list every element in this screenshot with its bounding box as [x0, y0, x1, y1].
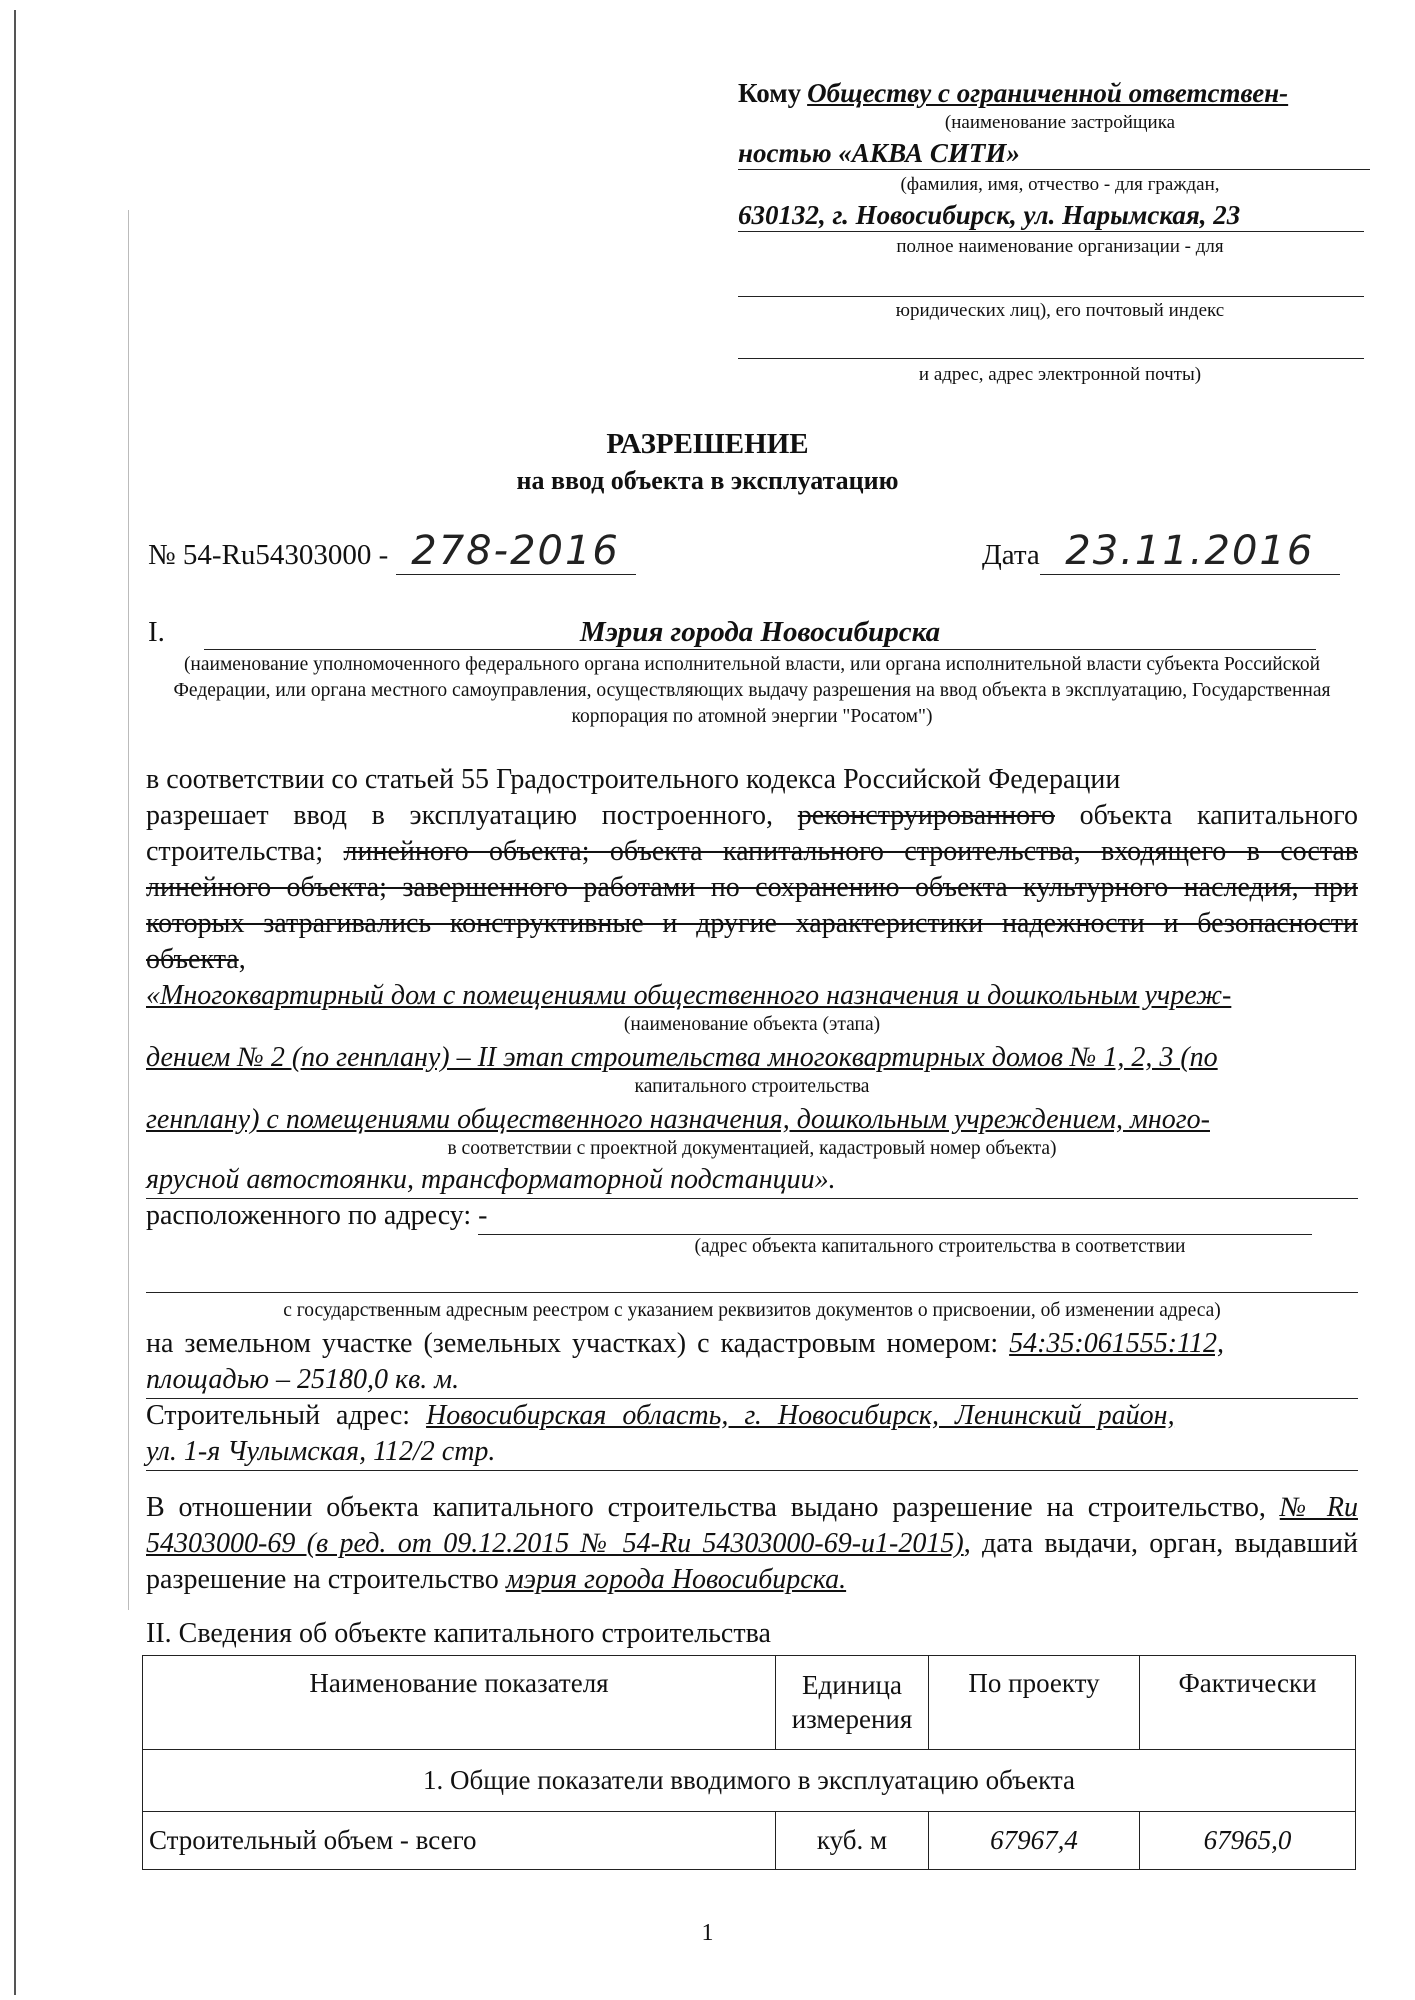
row-name: Строительный объем - всего — [143, 1812, 776, 1870]
located-row — [146, 1198, 1358, 1235]
address-note1: (адрес объекта капитального строительства в соответствии — [694, 1236, 1186, 1257]
table-row — [143, 1812, 1356, 1870]
object-name-line1: «Многоквартирный дом с помещениями общественного назначения и дошкольным учреж- — [146, 980, 1232, 1011]
issuing-authority: Мэрия города Новосибирска — [204, 616, 1316, 650]
addressee-note5: и адрес, адрес электронной почты) — [918, 364, 1202, 385]
header-indicator: Наименование показателя — [143, 1656, 776, 1750]
build-address-row — [146, 1398, 1358, 1434]
page-number: 1 — [701, 1920, 714, 1946]
address-blank-line — [146, 1268, 1358, 1293]
construction-permit-issuer: мэрия города Новосибирска. — [505, 1564, 847, 1595]
permit-text-b: , дата выдачи, орган, выдавший разрешение на строительство — [146, 1528, 1358, 1595]
construction-permit-paragraph — [146, 1490, 1358, 1598]
permits-text-b: объекта капитального строительства; — [146, 800, 1358, 867]
addressee-org-line2: ностью «АКВА СИТИ» — [738, 138, 1020, 168]
permit-text-a: В отношении объекта капитального строительства выдано разрешение на строительство, — [146, 1492, 1280, 1523]
object-info-table — [142, 1655, 1356, 1870]
addressee-note1: (наименование застройщика — [944, 112, 1176, 133]
header-unit: Единица измерения — [776, 1656, 929, 1750]
section2-title: II. Сведения об объекте капитального строительства — [146, 1618, 771, 1649]
located-field — [478, 1198, 1312, 1235]
addressee-org-line1: Обществу с ограниченной ответствен- — [807, 78, 1289, 108]
header-project: По проекту — [929, 1656, 1140, 1750]
address-note2: с государственным адресным реестром с указанием реквизитов документов о присвоении, об изменении адреса) — [283, 1300, 1221, 1321]
row-unit: куб. м — [776, 1812, 929, 1870]
document-subtitle: на ввод объекта в эксплуатацию — [516, 466, 899, 495]
group-general-indicators: 1. Общие показатели вводимого в эксплуатацию объекта — [143, 1750, 1356, 1812]
permit-number-prefix: № 54-Ru54303000 - — [148, 539, 389, 571]
table-group-row — [143, 1750, 1356, 1812]
object-name-line2: дением № 2 (по генплану) – II этап строительства многоквартирных домов № 1, 2, 3 (по — [146, 1042, 1218, 1073]
object-name-line4: ярусной автостоянки, трансформаторной подстанции». — [146, 1164, 836, 1195]
row-actual: 67965,0 — [1140, 1812, 1356, 1870]
object-name-line3: генплану) с помещениями общественного назначения, дошкольным учреждением, много- — [146, 1104, 1210, 1135]
permit-number-field — [396, 528, 636, 575]
addressee-note4: юридических лиц), его почтовый индекс — [895, 300, 1225, 321]
addressee-blank-line1 — [738, 266, 1364, 297]
located-value: - — [478, 1200, 488, 1231]
permits-strike-reconstructed: реконструированного — [797, 800, 1055, 831]
document-title: РАЗРЕШЕНИЕ — [606, 428, 809, 460]
build-address-label: Строительный адрес: — [146, 1400, 427, 1431]
permits-text-a: разрешает ввод в эксплуатацию построенного, — [146, 800, 798, 831]
object-note3: в соответствии с проектной документацией, кадастровый номер объекта) — [447, 1138, 1057, 1159]
permit-number-row — [148, 528, 636, 575]
land-plot-label: на земельном участке (земельных участках) с кадастровым номером: — [146, 1328, 1010, 1359]
permit-date-handwritten: 23.11.2016 — [1065, 528, 1315, 574]
permit-date-label: Дата — [982, 539, 1040, 571]
permits-paragraph — [146, 798, 1358, 978]
scan-artifact-line — [128, 210, 129, 1610]
header-actual: Фактически — [1140, 1656, 1356, 1750]
addressee-line1 — [738, 78, 1288, 109]
addressee-org-line2-wrap — [738, 138, 1370, 170]
object-note2: капитального строительства — [634, 1076, 870, 1097]
addressee-note3: полное наименование организации - для — [896, 236, 1224, 257]
located-label: расположенного по адресу: — [146, 1200, 472, 1231]
permit-number-handwritten: 278-2016 — [411, 528, 620, 574]
permits-text-c: , — [238, 944, 246, 975]
addressee-blank-line2 — [738, 328, 1364, 359]
authority-note: (наименование уполномоченного федерального органа исполнительной власти, или органа исполнительной власти субъекта Российской Федерации, или органа местного самоуправления, осуществляющих выдачу разрешения на ввод объекта в эксплуатацию, Государственная корпорация по атомной энергии "Росатом") — [173, 654, 1331, 727]
basis-line: в соответствии со статьей 55 Градостроительного кодекса Российской Федерации — [146, 764, 1121, 795]
permits-strike-linear: линейного объекта; объекта капитального строительства, входящего в состав линейного объекта; завершенного работами по сохранению объекта культурного наследия, при которых затрагивались конструктивные и другие характеристики надежности и безопасности объекта — [146, 836, 1358, 975]
land-plot-row — [146, 1326, 1358, 1362]
permit-date-field — [1040, 528, 1340, 575]
addressee-label: Кому — [738, 78, 802, 108]
addressee-address: 630132, г. Новосибирск, ул. Нарымская, 23 — [738, 200, 1241, 230]
row-project: 67967,4 — [929, 1812, 1140, 1870]
land-cadastral-number: 54:35:061555:112, — [1009, 1328, 1225, 1359]
construction-permit-ref: № Ru 54303000-69 (в ред. от 09.12.2015 № 54-Ru 54303000-69-u1-2015) — [146, 1492, 1358, 1559]
land-area-wrap — [146, 1362, 1358, 1399]
table-header-row — [143, 1656, 1356, 1750]
scan-edge-line — [14, 10, 16, 1995]
land-area: площадью – 25180,0 кв. м. — [146, 1364, 460, 1395]
build-address-line1: Новосибирская область, г. Новосибирск, Ленинский район, — [426, 1400, 1175, 1431]
build-address-line2: ул. 1-я Чулымская, 112/2 стр. — [146, 1436, 496, 1467]
build-address-line2-wrap — [146, 1434, 1358, 1471]
object-name-line4-wrap — [146, 1162, 1358, 1199]
section1-roman: I. — [148, 616, 165, 648]
permit-date-row — [982, 528, 1340, 575]
object-note1: (наименование объекта (этапа) — [623, 1014, 881, 1035]
addressee-address-wrap — [738, 200, 1364, 232]
addressee-note2: (фамилия, имя, отчество - для граждан, — [900, 174, 1220, 195]
